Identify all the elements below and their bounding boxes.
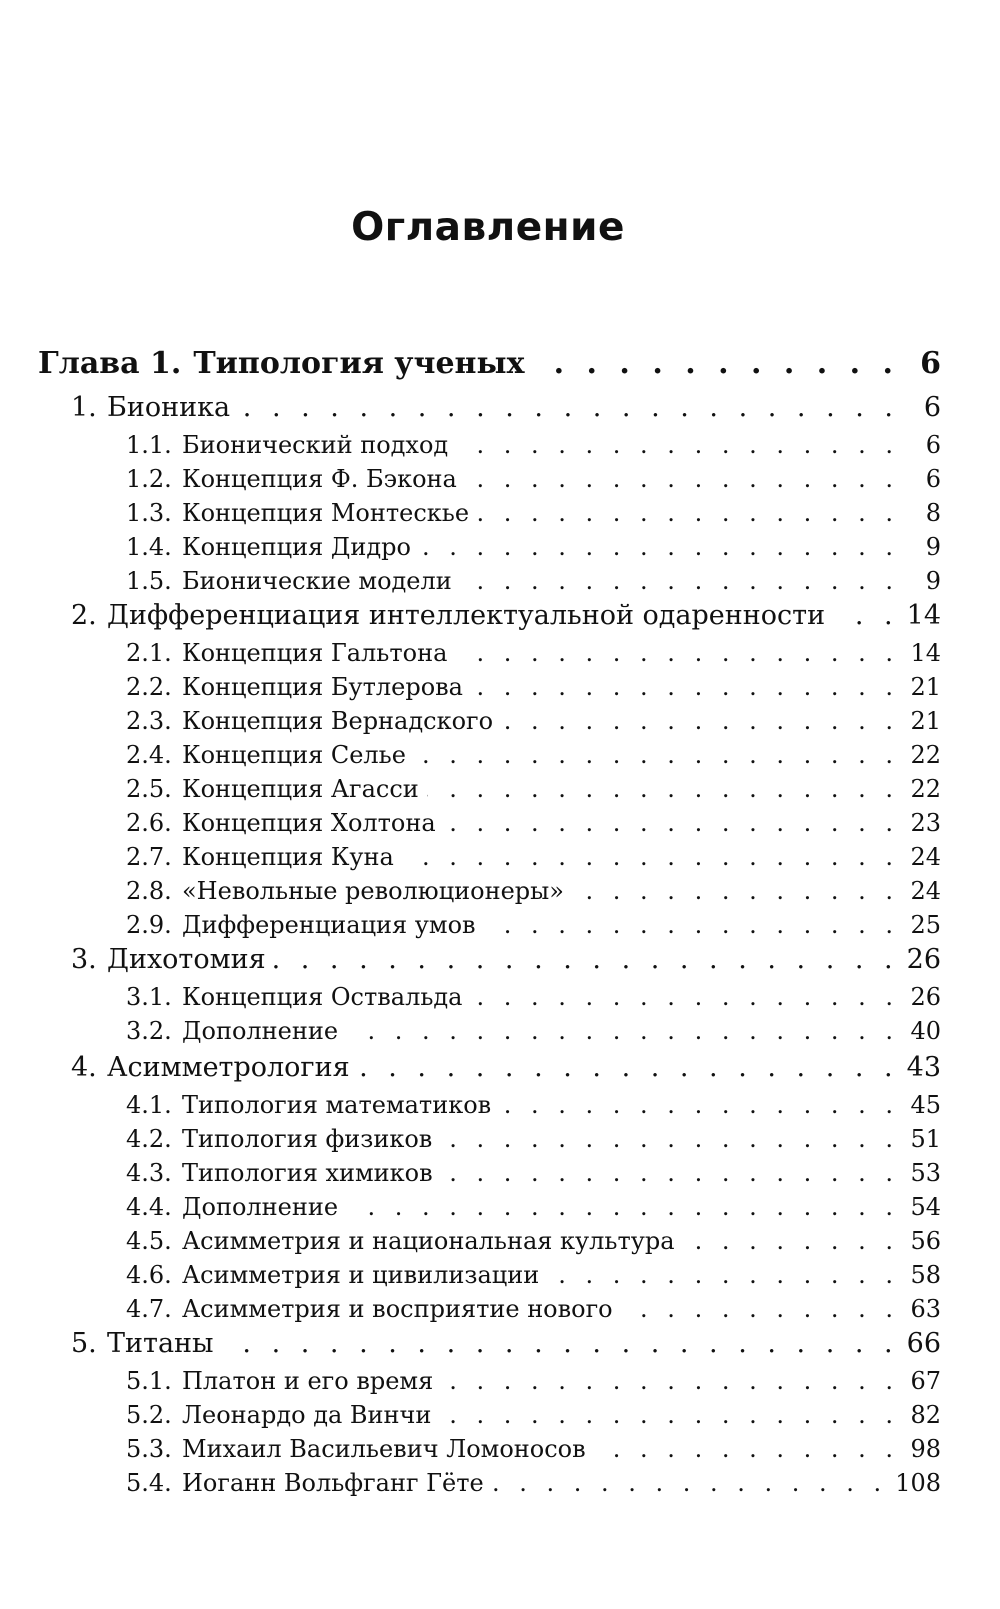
- toc-subsection-entry-page: 24: [910, 843, 941, 871]
- dot-leader: [470, 987, 899, 1011]
- dot-leader: [456, 435, 899, 459]
- toc-subsection-entry-title: Иоганн Вольфганг Гёте: [182, 1469, 484, 1497]
- toc-subsection-entry-number: 4.2.: [126, 1125, 172, 1153]
- dot-leader: [547, 1265, 899, 1289]
- toc-subsection-entry-title: Асимметрия и цивилизации: [182, 1261, 540, 1289]
- toc-subsection-entry-title: Типология математиков: [182, 1091, 492, 1119]
- toc-section-entry[interactable]: [71, 944, 941, 975]
- toc-subsection-entry-number: 4.6.: [126, 1261, 172, 1289]
- dot-leader: [439, 1405, 899, 1429]
- toc-subsection-entry-number: 5.4.: [126, 1469, 172, 1497]
- toc-subsection-entry[interactable]: [126, 1469, 941, 1497]
- toc-subsection-entry-number: 1.4.: [126, 533, 172, 561]
- toc-subsection-entry-title: «Невольные революционеры»: [182, 877, 564, 905]
- dot-leader: [346, 1197, 899, 1221]
- toc-section-entry-number: 4.: [71, 1052, 97, 1083]
- toc-subsection-entry-title: Концепция Оствальда: [182, 983, 463, 1011]
- toc-subsection-entry-number: 3.1.: [126, 983, 172, 1011]
- toc-subsection-entry-title: Типология физиков: [182, 1125, 433, 1153]
- toc-subsection-entry[interactable]: [126, 465, 941, 493]
- toc-section-entry-title: Бионика: [107, 392, 231, 423]
- dot-leader: [683, 1231, 899, 1255]
- toc-section-entry[interactable]: [71, 600, 941, 631]
- dot-leader: [440, 1129, 899, 1153]
- toc-subsection-entry-page: 54: [910, 1193, 941, 1221]
- dot-leader: [484, 915, 899, 939]
- toc-subsection-entry-number: 5.2.: [126, 1401, 172, 1429]
- toc-subsection-entry-number: 5.3.: [126, 1435, 172, 1463]
- toc-section-entry-number: 5.: [71, 1328, 97, 1359]
- dot-leader: [238, 396, 899, 423]
- toc-subsection-entry-number: 4.7.: [126, 1295, 172, 1323]
- toc-subsection-entry-title: Бионические модели: [182, 567, 452, 595]
- toc-subsection-entry[interactable]: [126, 1261, 941, 1289]
- toc-subsection-entry-number: 2.1.: [126, 639, 172, 667]
- dot-leader: [358, 1056, 899, 1083]
- toc-chapter-entry[interactable]: [38, 346, 941, 381]
- toc-subsection-entry-title: Концепция Гальтона: [182, 639, 448, 667]
- toc-subsection-entry-title: Типология химиков: [182, 1159, 433, 1187]
- toc-subsection-entry-title: Бионический подход: [182, 431, 449, 459]
- toc-section-entry-title: Дихотомия: [107, 944, 266, 975]
- dot-leader: [427, 779, 899, 803]
- dot-leader: [572, 881, 899, 905]
- toc-subsection-entry-number: 2.2.: [126, 673, 172, 701]
- dot-leader: [346, 1021, 899, 1045]
- toc-subsection-entry-page: 56: [910, 1227, 941, 1255]
- toc-subsection-entry-title: Концепция Холтона: [182, 809, 436, 837]
- toc-subsection-entry-page: 45: [910, 1091, 941, 1119]
- toc-subsection-entry[interactable]: [126, 1091, 941, 1119]
- toc-subsection-entry-title: Асимметрия и восприятие нового: [182, 1295, 613, 1323]
- toc-subsection-entry[interactable]: [126, 1193, 941, 1221]
- toc-subsection-entry[interactable]: [126, 983, 941, 1011]
- toc-subsection-entry[interactable]: [126, 809, 941, 837]
- toc-subsection-entry[interactable]: [126, 741, 941, 769]
- chapter-page: 6: [920, 346, 941, 381]
- toc-subsection-entry-page: 9: [925, 533, 941, 561]
- dot-leader: [492, 1473, 887, 1497]
- toc-subsection-entry-page: 40: [910, 1017, 941, 1045]
- toc-subsection-entry-title: Концепция Агасси: [182, 775, 419, 803]
- dot-leader: [594, 1439, 899, 1463]
- dot-leader: [444, 813, 899, 837]
- toc-subsection-entry-page: 23: [910, 809, 941, 837]
- toc-subsection-entry-title: Дополнение: [182, 1017, 339, 1045]
- dot-leader: [465, 469, 899, 493]
- chapter-number: Глава 1.: [38, 346, 182, 381]
- toc-subsection-entry[interactable]: [126, 1159, 941, 1187]
- toc-subsection-entry[interactable]: [126, 1435, 941, 1463]
- toc-subsection-entry-number: 2.9.: [126, 911, 172, 939]
- toc-subsection-entry[interactable]: [126, 533, 941, 561]
- toc-subsection-entry-title: Платон и его время: [182, 1367, 434, 1395]
- toc-subsection-entry-page: 8: [925, 499, 941, 527]
- toc-section-entry-title: Дифференциация интеллектуальной одаренности: [107, 600, 826, 631]
- dot-leader: [441, 1163, 899, 1187]
- toc-section-entry[interactable]: [71, 392, 941, 423]
- dot-leader: [833, 604, 899, 631]
- toc-subsection-entry[interactable]: [126, 1125, 941, 1153]
- toc-subsection-entry[interactable]: [126, 707, 941, 735]
- toc-subsection-entry-title: Концепция Дидро: [182, 533, 411, 561]
- toc-subsection-entry-page: 58: [910, 1261, 941, 1289]
- toc-subsection-entry-number: 2.6.: [126, 809, 172, 837]
- toc-subsection-entry-title: Асимметрия и национальная культура: [182, 1227, 675, 1255]
- toc-subsection-entry-page: 53: [910, 1159, 941, 1187]
- toc-subsection-entry-number: 4.3.: [126, 1159, 172, 1187]
- toc-subsection-entry-number: 1.5.: [126, 567, 172, 595]
- toc-subsection-entry-title: Дополнение: [182, 1193, 339, 1221]
- toc-subsection-entry-page: 14: [910, 639, 941, 667]
- toc-subsection-entry-number: 1.1.: [126, 431, 172, 459]
- toc-subsection-entry-number: 3.2.: [126, 1017, 172, 1045]
- toc-section-entry-page: 26: [906, 944, 941, 975]
- toc-subsection-entry[interactable]: [126, 639, 941, 667]
- toc-subsection-entry[interactable]: [126, 911, 941, 939]
- toc-section-entry[interactable]: [71, 1052, 941, 1083]
- toc-subsection-entry-number: 4.1.: [126, 1091, 172, 1119]
- toc-subsection-entry-page: 22: [910, 775, 941, 803]
- toc-subsection-entry-page: 9: [925, 567, 941, 595]
- dot-leader: [441, 1371, 899, 1395]
- dot-leader: [501, 711, 899, 735]
- toc-section-entry-page: 6: [923, 392, 941, 423]
- toc-subsection-entry[interactable]: [126, 1017, 941, 1045]
- toc-subsection-entry-page: 6: [925, 431, 941, 459]
- toc-subsection-entry[interactable]: [126, 1227, 941, 1255]
- toc-subsection-entry-page: 21: [910, 673, 941, 701]
- toc-subsection-entry-title: Концепция Монтескье: [182, 499, 470, 527]
- toc-section-entry[interactable]: [71, 1328, 941, 1359]
- toc-subsection-entry-page: 22: [910, 741, 941, 769]
- toc-subsection-entry-page: 25: [910, 911, 941, 939]
- toc-subsection-entry[interactable]: [126, 431, 941, 459]
- dot-leader: [419, 537, 899, 561]
- chapter-title: Типология ученых: [193, 346, 525, 381]
- dot-leader: [621, 1299, 899, 1323]
- toc-subsection-entry-title: Концепция Вернадского: [182, 707, 494, 735]
- toc-subsection-entry-number: 1.2.: [126, 465, 172, 493]
- toc-subsection-entry-title: Михаил Васильевич Ломоносов: [182, 1435, 586, 1463]
- toc-subsection-entry-number: 5.1.: [126, 1367, 172, 1395]
- toc-subsection-entry-page: 63: [910, 1295, 941, 1323]
- toc-subsection-entry[interactable]: [126, 499, 941, 527]
- toc-subsection-entry[interactable]: [126, 775, 941, 803]
- toc-subsection-entry-page: 108: [895, 1469, 941, 1497]
- dot-leader: [471, 677, 899, 701]
- toc-subsection-entry-title: Концепция Ф. Бэкона: [182, 465, 457, 493]
- dot-leader: [460, 571, 899, 595]
- toc-section-entry-number: 2.: [71, 600, 97, 631]
- toc-subsection-entry-title: Концепция Селье: [182, 741, 406, 769]
- toc-subsection-entry-number: 2.4.: [126, 741, 172, 769]
- toc-subsection-entry-page: 26: [910, 983, 941, 1011]
- toc-subsection-entry-title: Леонардо да Винчи: [182, 1401, 432, 1429]
- toc-subsection-entry-page: 51: [910, 1125, 941, 1153]
- toc-section-entry-number: 3.: [71, 944, 97, 975]
- dot-leader: [222, 1332, 899, 1359]
- toc-section-entry-title: Титаны: [107, 1328, 214, 1359]
- toc-subsection-entry-page: 82: [910, 1401, 941, 1429]
- toc-section-entry-page: 66: [906, 1328, 941, 1359]
- toc-section-entry-page: 43: [906, 1052, 941, 1083]
- toc-subsection-entry[interactable]: [126, 877, 941, 905]
- dot-leader: [402, 847, 899, 871]
- toc-section-entry-number: 1.: [71, 392, 97, 423]
- toc-subsection-entry[interactable]: [126, 1295, 941, 1323]
- toc-subsection-entry-page: 21: [910, 707, 941, 735]
- toc-subsection-entry-page: 6: [925, 465, 941, 493]
- toc-subsection-entry-title: Дифференциация умов: [182, 911, 476, 939]
- toc-subsection-entry-number: 2.8.: [126, 877, 172, 905]
- dot-leader: [477, 503, 899, 527]
- toc-subsection-entry-number: 2.5.: [126, 775, 172, 803]
- toc-subsection-entry-title: Концепция Бутлерова: [182, 673, 463, 701]
- toc-subsection-entry[interactable]: [126, 843, 941, 871]
- toc-subsection-entry[interactable]: [126, 673, 941, 701]
- toc-subsection-entry[interactable]: [126, 1367, 941, 1395]
- toc-subsection-entry-page: 24: [910, 877, 941, 905]
- toc-subsection-entry[interactable]: [126, 567, 941, 595]
- toc-subsection-entry-number: 2.3.: [126, 707, 172, 735]
- dot-leader: [274, 948, 899, 975]
- dot-leader: [414, 745, 899, 769]
- toc-section-entry-page: 14: [906, 600, 941, 631]
- toc-subsection-entry-number: 1.3.: [126, 499, 172, 527]
- toc-subsection-entry-number: 4.4.: [126, 1193, 172, 1221]
- toc-subsection-entry-page: 67: [910, 1367, 941, 1395]
- toc-subsection-entry-page: 98: [910, 1435, 941, 1463]
- toc-subsection-entry-number: 2.7.: [126, 843, 172, 871]
- dot-leader: [455, 643, 899, 667]
- dot-leader: [532, 351, 899, 381]
- dot-leader: [499, 1095, 899, 1119]
- toc-section-entry-title: Асимметрология: [107, 1052, 350, 1083]
- page-title: Оглавление: [351, 205, 625, 250]
- toc-subsection-entry-number: 4.5.: [126, 1227, 172, 1255]
- toc-subsection-entry-title: Концепция Куна: [182, 843, 394, 871]
- toc-subsection-entry[interactable]: [126, 1401, 941, 1429]
